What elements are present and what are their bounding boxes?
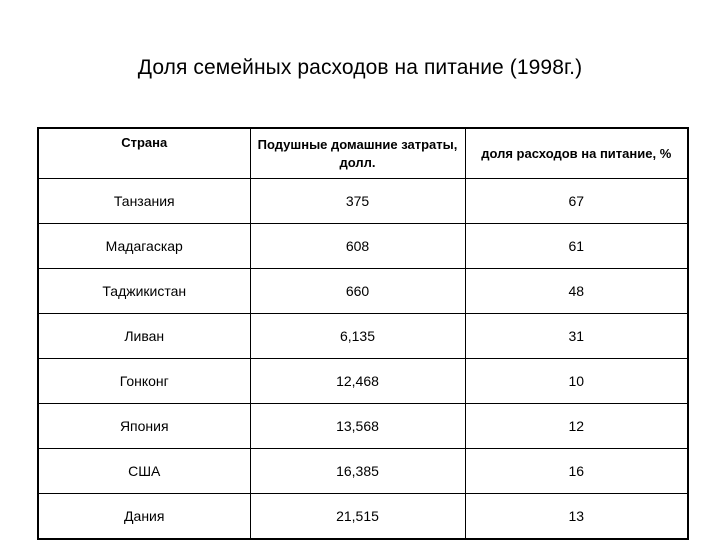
table-row bbox=[38, 314, 688, 359]
cell-food-share: 67 bbox=[465, 179, 688, 224]
header-country: Страна bbox=[38, 128, 250, 179]
cell-spending: 660 bbox=[250, 269, 465, 314]
table-row bbox=[38, 179, 688, 224]
food-expenditure-table bbox=[37, 127, 689, 540]
slide-title: Доля семейных расходов на питание (1998г.) bbox=[137, 56, 583, 79]
cell-food-share: 48 bbox=[465, 269, 688, 314]
cell-food-share: 61 bbox=[465, 224, 688, 269]
cell-country: Япония bbox=[38, 404, 250, 449]
cell-country: Гонконг bbox=[38, 359, 250, 404]
table-row bbox=[38, 359, 688, 404]
cell-food-share: 31 bbox=[465, 314, 688, 359]
table-row bbox=[38, 449, 688, 494]
cell-spending: 12,468 bbox=[250, 359, 465, 404]
cell-spending: 13,568 bbox=[250, 404, 465, 449]
table-row bbox=[38, 404, 688, 449]
cell-country: Ливан bbox=[38, 314, 250, 359]
cell-country: Таджикистан bbox=[38, 269, 250, 314]
table-row bbox=[38, 224, 688, 269]
cell-spending: 608 bbox=[250, 224, 465, 269]
cell-food-share: 13 bbox=[465, 494, 688, 540]
cell-spending: 16,385 bbox=[250, 449, 465, 494]
table-row bbox=[38, 494, 688, 540]
cell-country: Танзания bbox=[38, 179, 250, 224]
table-header-row bbox=[38, 128, 688, 179]
cell-spending: 375 bbox=[250, 179, 465, 224]
cell-food-share: 16 bbox=[465, 449, 688, 494]
cell-spending: 6,135 bbox=[250, 314, 465, 359]
cell-country: США bbox=[38, 449, 250, 494]
header-per-capita-spending: Подушные домашние затраты, долл. bbox=[250, 128, 465, 179]
cell-food-share: 10 bbox=[465, 359, 688, 404]
cell-country: Дания bbox=[38, 494, 250, 540]
cell-spending: 21,515 bbox=[250, 494, 465, 540]
cell-country: Мадагаскар bbox=[38, 224, 250, 269]
table-row bbox=[38, 269, 688, 314]
header-food-share: доля расходов на питание, % bbox=[465, 128, 688, 179]
cell-food-share: 12 bbox=[465, 404, 688, 449]
